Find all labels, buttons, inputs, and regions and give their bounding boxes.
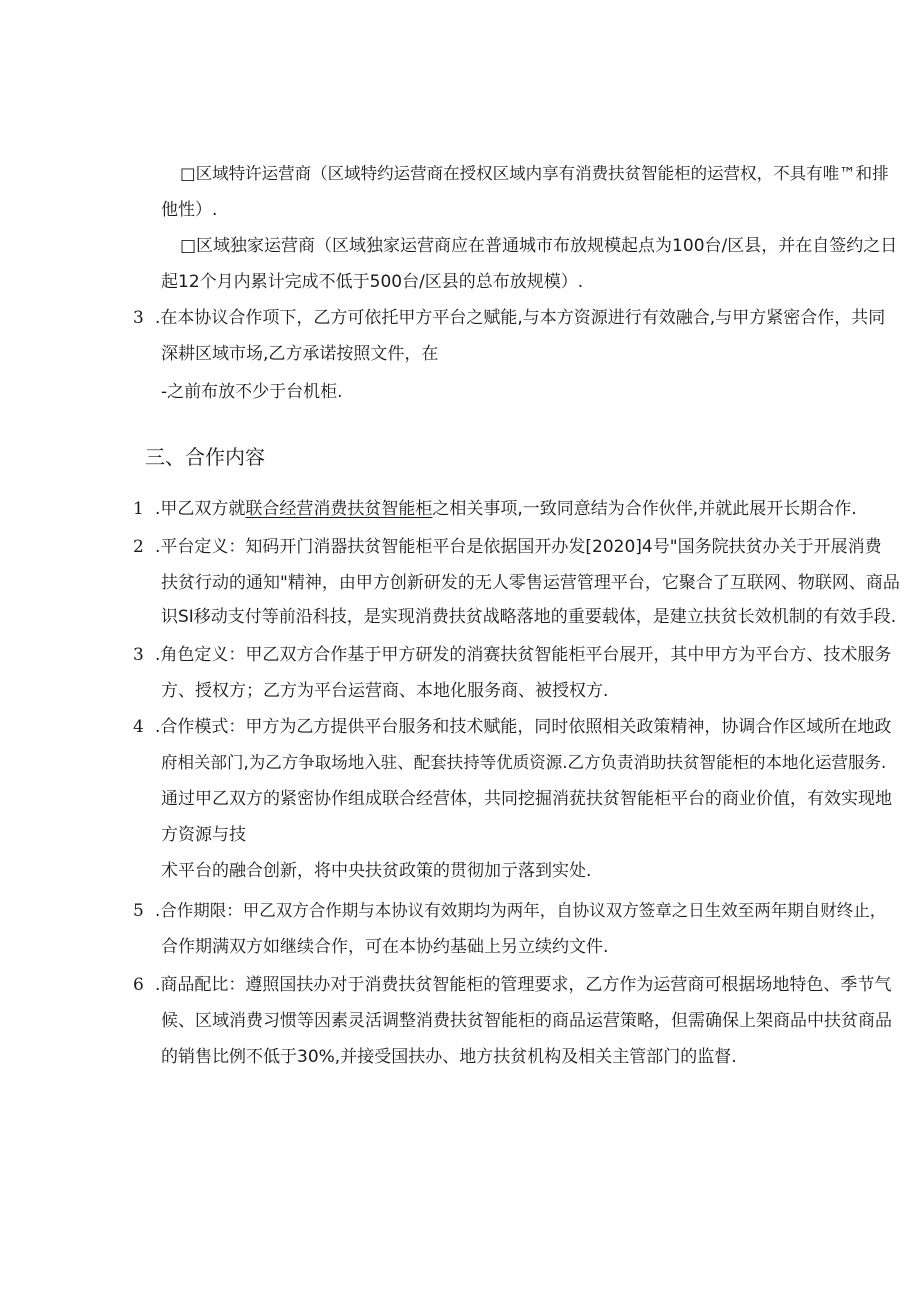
clause-text: .商品配比：遵照国扶办对于消费扶贫智能柜的管理要求，乙方作为运营商可根据场地特色、季节气 [155,975,892,995]
option-regional-exclusive-line2: 起12个月内累计完成不低于500台/区县的总布放规模）. [161,272,584,292]
option-regional-exclusive-line1: □区域独家运营商（区域独家运营商应在普通城市布放规模起点为100台/区县，并在自签约之日 [180,236,898,256]
clause-text: 候、区域消费习惯等因素灵活调整消费扶贫智能柜的商品运营策略，但需确保上架商品中扶贫商品 [161,1011,892,1031]
clause-text: 方、授权方；乙方为平台运营商、本地化服务商、被授权方. [161,681,609,701]
clause-text: .在本协议合作项下，乙方可依托甲方平台之赋能,与本方资源进行有效融合,与甲方紧密合作，共同 [155,308,886,328]
clause-number: 5 [133,901,144,921]
clause-number: 4 [133,717,144,737]
clause-number: 6 [133,975,144,995]
option-regional-franchise-line1: □区域特许运营商（区域特约运营商在授权区域内享有消费扶贫智能柜的运营权，不具有唯™和排 [180,164,889,183]
clause-text-post: 之相关事项,一致同意结为合作伙伴,并就此展开长期合作. [432,499,857,519]
clause-text: .平台定义：知码开门消器扶贫智能柜平台是依据国开办发[2020]4号"国务院扶贫办关于开展消费 [155,537,882,557]
clause-text: 府相关部门,为乙方争取场地入驻、配套扶持等优质资源.乙方负责消助扶贫智能柜的本地化运营服务. [161,753,887,772]
clause-text: .角色定义：甲乙双方合作基于甲方研发的消赛扶贫智能柜平台展开，其中甲方为平台方、技术服务 [155,645,892,665]
clause-text: .合作模式：甲方为乙方提供平台服务和技术赋能，同时依照相关政策精神，协调合作区域所在地政 [155,717,892,737]
clause-text-pre: .甲乙双方就 [155,499,246,519]
clause-text: 的销售比例不低于30%,并接受国扶办、地方扶贫机构及相关主管部门的监督. [161,1047,737,1067]
clause-text: 深耕区域市场,乙方承诺按照文件，在 [161,344,439,364]
clause-text: 方资源与技 [161,825,246,845]
clause-text: -之前布放不少于台机柜. [161,382,343,402]
option-regional-franchise-line2: 他性）. [161,200,218,220]
clause-text [155,498,857,520]
clause-text: 扶贫行动的通知"精神，由甲方创新研发的无人零售运营管理平台，它聚合了互联网、物联网、商品 [161,573,900,593]
section-heading: 三、合作内容 [145,445,265,469]
clause-number: 2 [133,537,144,557]
clause-text: 合作期满双方如继续合作，可在本协约基础上另立续约文件. [161,937,609,957]
clause-number: 3 [133,308,144,328]
clause-number: 1 [133,499,144,519]
clause-text: 识SI移动支付等前沿科技，是实现消费扶贫战略落地的重要载体，是建立扶贫长效机制的有效手段. [161,607,897,627]
clause-number: 3 [133,645,144,665]
clause-text: .合作期限：甲乙双方合作期与本协议有效期均为两年，自协议双方签章之日生效至两年期自财终止， [155,901,887,920]
underlined-term: 联合经营消费扶贫智能柜 [245,499,433,519]
clause-text: 术平台的融合创新，将中央扶贫政策的贯彻加亍落到实处. [161,861,592,881]
clause-text: 通过甲乙双方的紧密协作组成联合经营体，共同挖掘消莸扶贫智能柜平台的商业价值，有效实现地 [161,789,892,809]
